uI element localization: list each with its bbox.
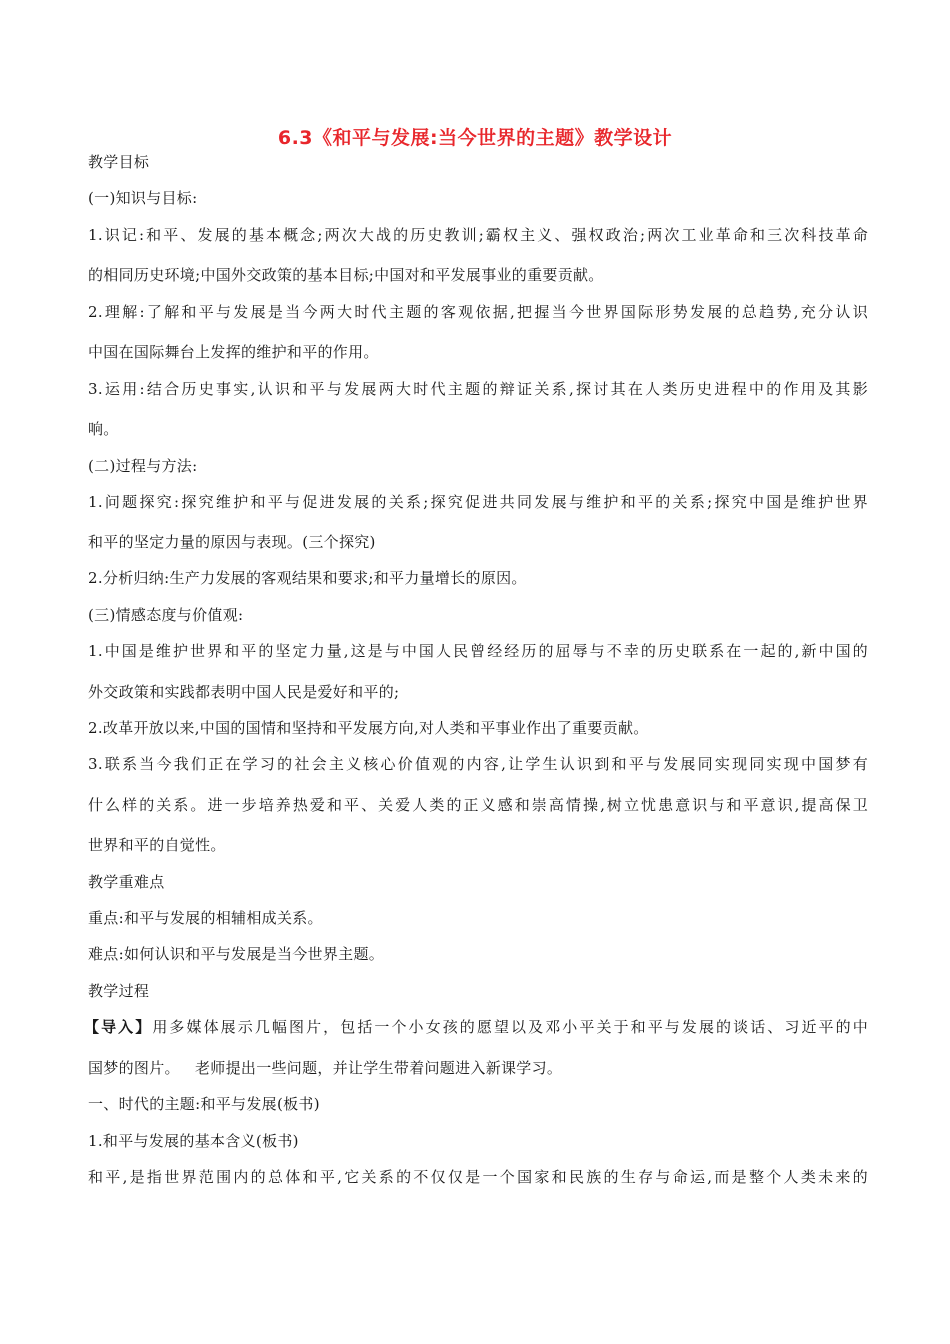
paragraph-line: 外交政策和实践都表明中国人民是爱好和平的;	[88, 683, 400, 701]
paragraph-line: 的相同历史环境;中国外交政策的基本目标;中国对和平发展事业的重要贡献。	[88, 266, 604, 284]
paragraph-line: 响。	[88, 420, 119, 438]
paragraph-line: 中国在国际舞台上发挥的维护和平的作用。	[88, 343, 379, 361]
intro-paragraph-line: 国梦的图片。 老师提出一些问题，并让学生带着问题进入新课学习。	[88, 1059, 563, 1077]
subheading-knowledge: (一)知识与目标:	[88, 189, 198, 207]
paragraph-line: 和平,是指世界范围内的总体和平,它关系的不仅仅是一个国家和民族的生存与命运,而是整个人类未来的	[88, 1168, 868, 1186]
intro-tag: 【导入】	[84, 1018, 153, 1036]
heading-teaching-process: 教学过程	[88, 982, 150, 1000]
paragraph-line: 重点:和平与发展的相辅相成关系。	[88, 909, 323, 927]
paragraph-line: 2.分析归纳:生产力发展的客观结果和要求;和平力量增长的原因。	[88, 569, 527, 587]
paragraph-line: 难点:如何认识和平与发展是当今世界主题。	[88, 945, 385, 963]
subheading-values: (三)情感态度与价值观:	[88, 606, 244, 624]
paragraph-line: 1.识记:和平、发展的基本概念;两次大战的历史教训;霸权主义、强权政治;两次工业革命和三次科技革命	[88, 226, 868, 244]
paragraph-line: 什么样的关系。进一步培养热爱和平、关爱人类的正义感和崇高情操,树立忧患意识与和平意识,提高保卫	[88, 796, 868, 814]
paragraph-line: 2.理解:了解和平与发展是当今两大时代主题的客观依据,把握当今世界国际形势发展的总趋势,充分认识	[88, 303, 868, 321]
paragraph-line: 3.联系当今我们正在学习的社会主义核心价值观的内容,让学生认识到和平与发展同实现同实现中国梦有	[88, 755, 868, 773]
paragraph-line: 2.改革开放以来,中国的国情和坚持和平发展方向,对人类和平事业作出了重要贡献。	[88, 719, 649, 737]
paragraph-line: 世界和平的自觉性。	[88, 836, 226, 854]
intro-text: 用多媒体展示几幅图片，包括一个小女孩的愿望以及邓小平关于和平与发展的谈话、习近平的中	[152, 1018, 868, 1036]
paragraph-line: 3.运用:结合历史事实,认识和平与发展两大时代主题的辩证关系,探讨其在人类历史进程中的作用及其影	[88, 380, 868, 398]
subheading-process: (二)过程与方法:	[88, 457, 198, 475]
paragraph-line: 1.中国是维护世界和平的坚定力量,这是与中国人民曾经经历的屈辱与不幸的历史联系在一起的,新中国的	[88, 642, 868, 660]
heading-key-points: 教学重难点	[88, 873, 165, 891]
paragraph-line: 1.问题探究:探究维护和平与促进发展的关系;探究促进共同发展与维护和平的关系;探究中国是维护世界	[88, 493, 868, 511]
document-title: 6.3《和平与发展:当今世界的主题》教学设计	[277, 127, 673, 149]
intro-paragraph-line	[84, 1017, 868, 1037]
section-heading: 一、时代的主题:和平与发展(板书)	[88, 1095, 320, 1113]
paragraph-line: 和平的坚定力量的原因与表现。(三个探究)	[88, 533, 376, 551]
heading-teaching-goals: 教学目标	[88, 153, 150, 171]
subsection-heading: 1.和平与发展的基本含义(板书)	[88, 1132, 299, 1150]
